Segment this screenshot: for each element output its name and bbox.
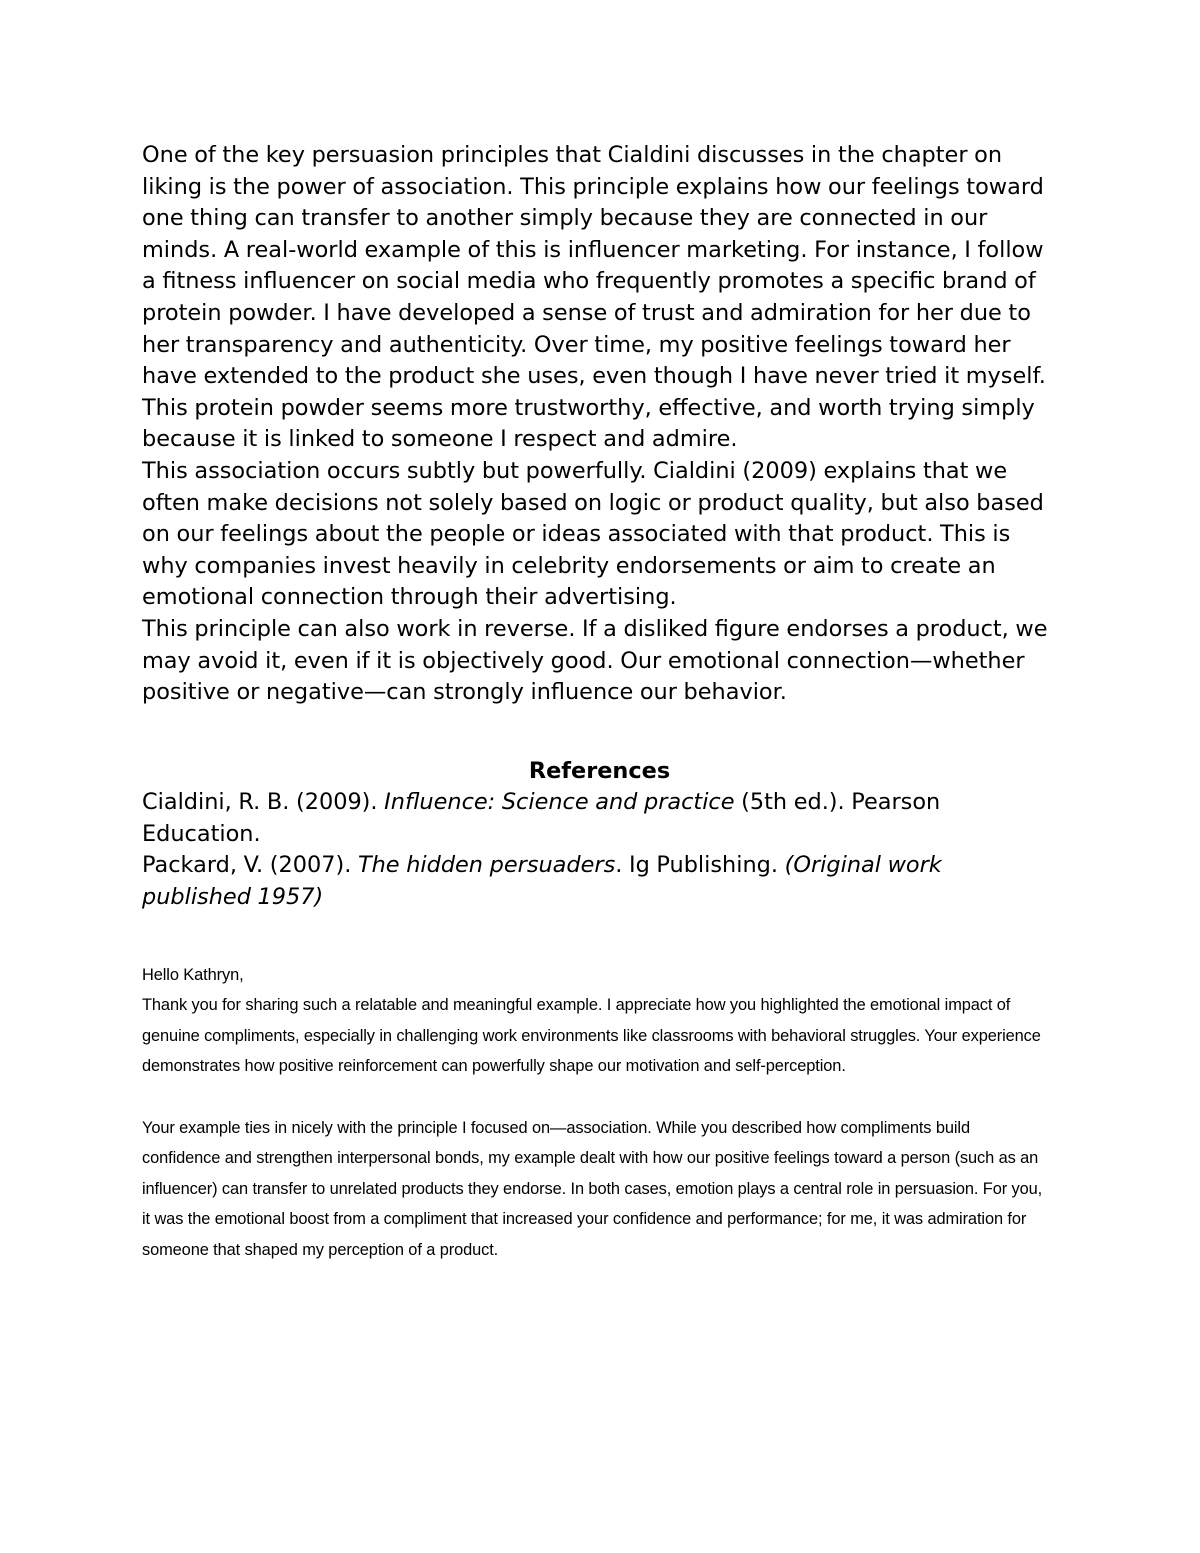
reply-section — [142, 960, 1052, 1266]
reply-paragraph-1: Thank you for sharing such a relatable and meaningful example. I appreciate how you highlighted the emotional impact of genuine compliments, especially in challenging work environments like classrooms with behavioral struggles. Your experience demonstrates how positive reinforcement can powerfully shape our motivation and self-perception. — [142, 996, 1041, 1076]
reply-paragraph-2: Your example ties in nicely with the principle I focused on—association. While you described how compliments build confidence and strengthen interpersonal bonds, my example dealt with how our positive feelings toward a person (such as an influencer) can transfer to unrelated products they endorse. In both cases, emotion plays a central role in persuasion. For you, it was the emotional boost from a compliment that increased your confidence and performance; for me, it was admiration for someone that shaped my perception of a product. — [142, 1118, 1043, 1259]
references-list — [142, 787, 1057, 913]
paragraph-spacer — [142, 1082, 1052, 1113]
reference-title: The hidden persuaders — [357, 852, 616, 879]
reference-item-cialdini — [142, 787, 1057, 850]
reference-item-packard — [142, 850, 1057, 913]
reply-greeting: Hello Kathryn, — [142, 965, 244, 984]
document-page — [142, 140, 1057, 1266]
reference-note: (Original work published 1957) — [142, 852, 942, 911]
reference-authors: Packard, V. (2007). — [142, 852, 358, 879]
essay-paragraph-2: This association occurs subtly but powerfully. Cialdini (2009) explains that we often make decisions not solely based on logic or product quality, but also based on our feelings about the people or ideas associated with that product. This is why companies invest heavily in celebrity endorsements or aim to create an emotional connection through their advertising. — [142, 457, 1044, 611]
essay-paragraph-3: This principle can also work in reverse. If a disliked figure endorses a product, we may avoid it, even if it is objectively good. Our emotional connection—whether positive or negative—can strongly influence our behavior. — [142, 615, 1048, 706]
references-heading: References — [528, 757, 671, 784]
reference-publisher: (5th ed.). Pearson Education. — [142, 789, 941, 847]
reference-title: Influence: Science and practice — [384, 789, 735, 816]
reference-publisher: . Ig Publishing. — [615, 852, 785, 879]
reference-authors: Cialdini, R. B. (2009). — [142, 789, 385, 816]
essay-body — [142, 140, 1057, 709]
essay-paragraph-1: One of the key persuasion principles that Cialdini discusses in the chapter on liking is the power of association. This principle explains how our feelings toward one thing can transfer to another simply because they are connected in our minds. A real-world example of this is influencer marketing. For instance, I follow a fitness influencer on social media who frequently promotes a specific brand of protein powder. I have developed a sense of trust and admiration for her due to her transparency and authenticity. Over time, my positive feelings toward her have extended to the product she uses, even though I have never tried it myself. This protein powder seems more trustworthy, effective, and worth trying simply because it is linked to someone I respect and admire. — [142, 142, 1046, 453]
